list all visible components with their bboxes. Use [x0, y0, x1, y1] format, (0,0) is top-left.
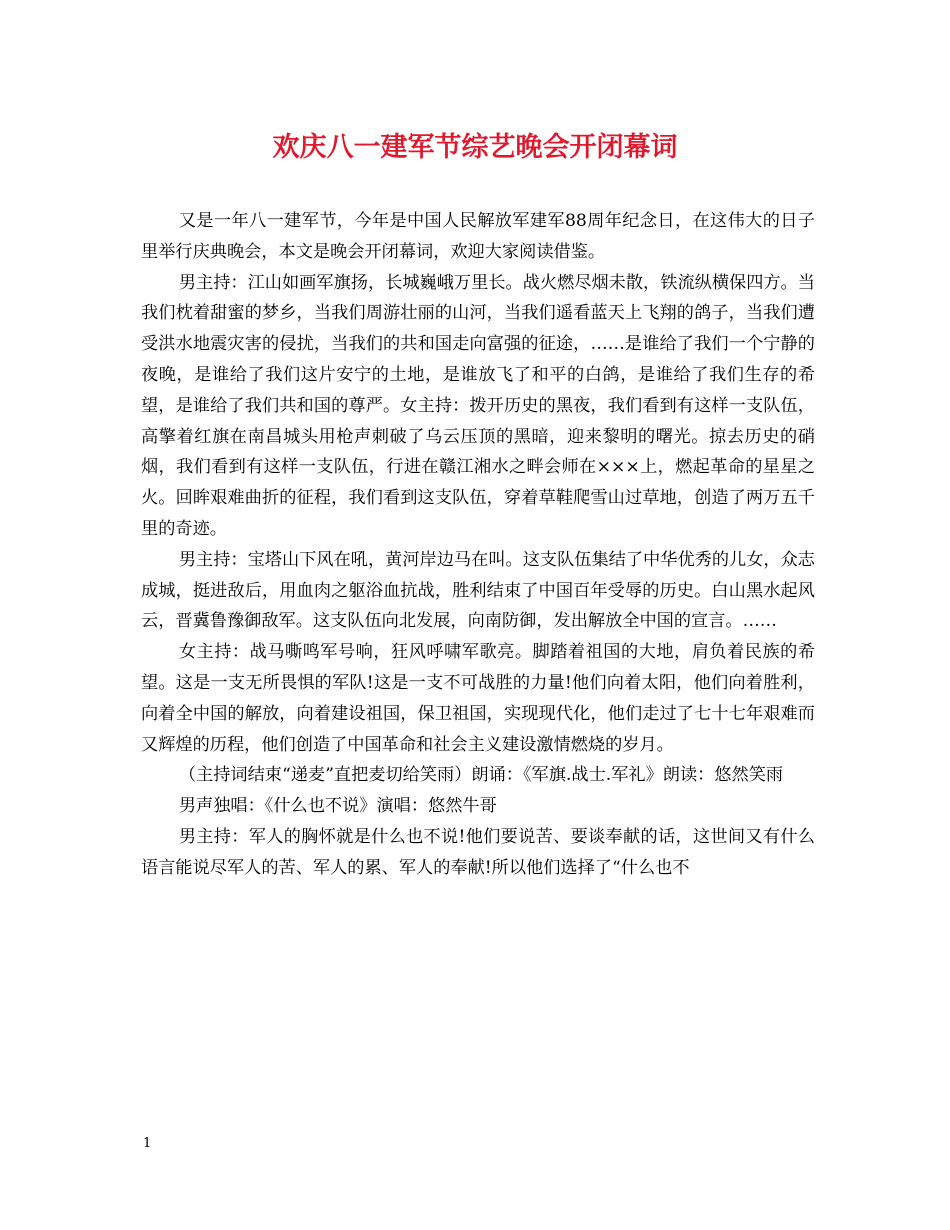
paragraph-female-host: 女主持：战马嘶鸣军号响，狂风呼啸军歌亮。脚踏着祖国的大地，肩负着民族的希望。这是一支无所畏惧的军队!这是一支不可战胜的力量!他们向着太阳，他们向着胜利，向着全中国的解放，向着建设祖国，保卫祖国，实现现代化，他们走过了七十七年艰难而又辉煌的历程，他们创造了中国革命和社会主义建设激情燃烧的岁月。 [141, 642, 815, 755]
paragraph-male-host-2: 男主持：宝塔山下风在吼，黄河岸边马在叫。这支队伍集结了中华优秀的儿女，众志成城，挺进敌后，用血肉之躯浴血抗战，胜利结束了中国百年受辱的历史。白山黑水起风云，晋冀鲁豫御敌军。这支队伍向北发展，向南防御，发出解放全中国的宣言。…… [141, 549, 815, 632]
paragraph-recitation: （主持词结束“递麦”直把麦切给笑雨）朗诵：《军旗.战士.军礼》朗读：悠然笑雨 [178, 765, 784, 786]
paragraph-male-host-3: 男主持：军人的胸怀就是什么也不说!他们要说苦、要谈奉献的话，这世间又有什么语言能说尽军人的苦、军人的累、军人的奉献!所以他们选择了“什么也不 [141, 826, 815, 878]
paragraph-male-host-1: 男主持：江山如画军旗扬，长城巍峨万里长。战火燃尽烟未散，铁流纵横保四方。当我们枕着甜蜜的梦乡，当我们周游壮丽的山河，当我们遥看蓝天上飞翔的鸽子，当我们遭受洪水地震灾害的侵扰，当我们的共和国走向富强的征途，……是谁给了我们一个宁静的夜晚，是谁给了我们这片安宁的土地，是谁放飞了和平的白鸽，是谁给了我们生存的希望，是谁给了我们共和国的尊严。女主持：拨开历史的黑夜，我们看到有这样一支队伍，高擎着红旗在南昌城头用枪声刺破了乌云压顶的黑暗，迎来黎明的曙光。掠去历史的硝烟，我们看到有这样一支队伍，行进在赣江湘水之畔会师在×××上，燃起革命的星星之火。回眸艰难曲折的征程，我们看到这支队伍，穿着草鞋爬雪山过草地，创造了两万五千里的奇迹。 [141, 272, 815, 539]
document-title: 欢庆八一建军节综艺晚会开闭幕词 [272, 132, 678, 163]
paragraph-intro: 又是一年八一建军节，今年是中国人民解放军建军88周年纪念日，在这伟大的日子里举行庆典晚会，本文是晚会开闭幕词，欢迎大家阅读借鉴。 [141, 211, 815, 262]
paragraph-solo-song: 男声独唱：《什么也不说》演唱：悠然牛哥 [178, 796, 497, 817]
page-number: 1 [143, 1136, 152, 1151]
document-body [141, 206, 815, 884]
